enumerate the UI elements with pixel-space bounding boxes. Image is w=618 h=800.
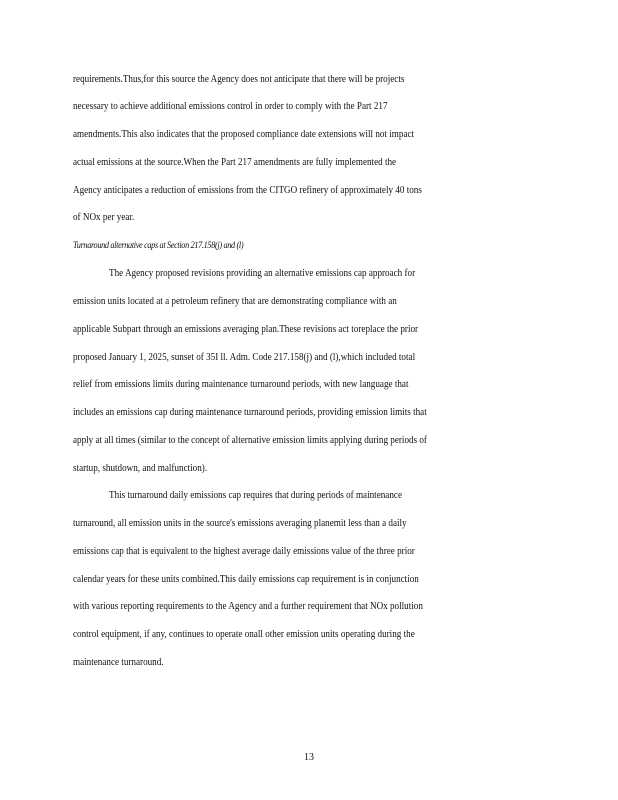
text-line: actual emissions at the source.When the Part 217 amendments are fully implemented the <box>73 157 397 168</box>
text-line: amendments.This also indicates that the proposed compliance date extensions will not impact <box>73 129 415 140</box>
section-heading: Turnaround alternative caps at Section 217.158(j) and (l) <box>73 240 244 251</box>
text-line: with various reporting requirements to the Agency and a further requirement that NOx pollution <box>73 601 423 612</box>
text-line: turnaround, all emission units in the source's emissions averaging planemit less than a daily <box>73 518 407 529</box>
text-line: emission units located at a petroleum refinery that are demonstrating compliance with an <box>73 296 397 307</box>
text-line: requirements.Thus,for this source the Agency does not anticipate that there will be projects <box>73 74 405 85</box>
text-line: maintenance turnaround. <box>73 657 164 668</box>
text-line: apply at all times (similar to the concept of alternative emission limits applying during periods of <box>73 435 427 446</box>
text-line: This turnaround daily emissions cap requires that during periods of maintenance <box>109 490 402 501</box>
text-line: control equipment, if any, continues to operate onall other emission units operating during the <box>73 629 415 640</box>
text-line: applicable Subpart through an emissions averaging plan.These revisions act toreplace the prior <box>73 324 419 335</box>
text-line: emissions cap that is equivalent to the highest average daily emissions value of the three prior <box>73 546 415 557</box>
text-line: startup, shutdown, and malfunction). <box>73 463 208 474</box>
text-line: relief from emissions limits during maintenance turnaround periods, with new language that <box>73 379 409 390</box>
text-line: proposed January 1, 2025, sunset of 35I ll. Adm. Code 217.158(j) and (l),which included total <box>73 352 416 363</box>
text-line: necessary to achieve additional emissions control in order to comply with the Part 217 <box>73 101 388 112</box>
text-line: includes an emissions cap during maintenance turnaround periods, providing emission limits that <box>73 407 427 418</box>
text-line: The Agency proposed revisions providing an alternative emissions cap approach for <box>109 268 416 279</box>
text-line: of NOx per year. <box>73 212 135 223</box>
page-number: 13 <box>304 752 314 763</box>
text-line: calendar years for these units combined.This daily emissions cap requirement is in conjunction <box>73 574 419 585</box>
text-line: Agency anticipates a reduction of emissions from the CITGO refinery of approximately 40 tons <box>73 185 422 196</box>
